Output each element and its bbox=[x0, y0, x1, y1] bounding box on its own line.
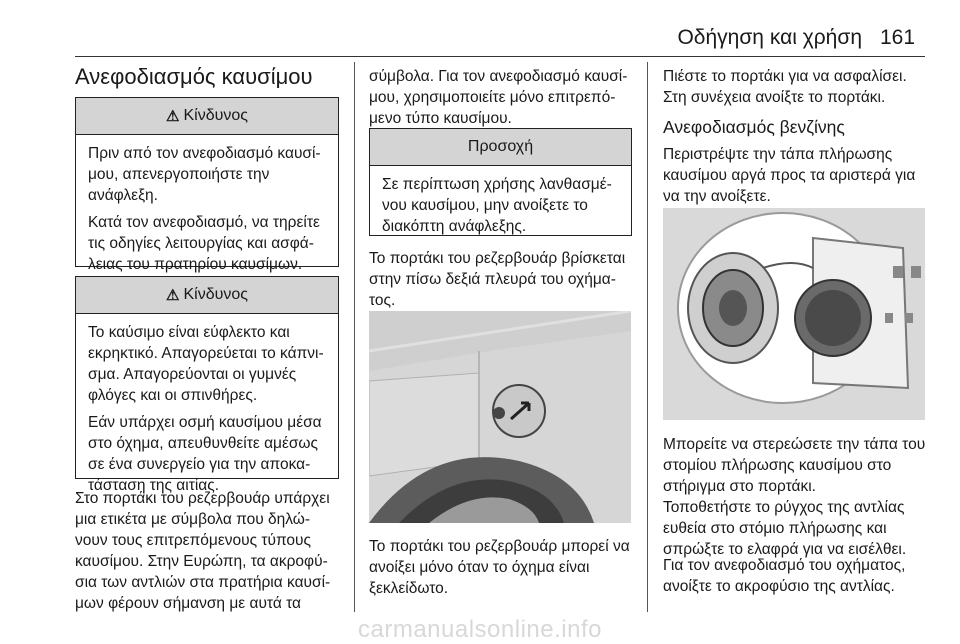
danger-box-2-para-1: Το καύσιμο είναι εύφλεκτο και εκρηκτικό. Απαγορεύεται το κάπνι- σμα. Απαγορεύονται οι γυμνές φλόγες και οι σπινθήρες. bbox=[88, 324, 324, 404]
col3-paragraph-2: Περιστρέψτε την τάπα πλήρωσης καυσίμου αργά προς τα αριστερά για να την ανοίξετε. bbox=[663, 146, 916, 205]
col3-paragraph-1: Πιέστε το πορτάκι για να ασφαλίσει. Στη συνέχεια ανοίξτε το πορτάκι. bbox=[663, 68, 907, 106]
col1-paragraph: Στο πορτάκι του ρεζερβουάρ υπάρχει μια ετικέτα με σύμβολα που δηλώ- νουν τους επιτρεπόμενους τύπους καυσίμου. Στην Ευρώπη, τα ακροφύ- σια των αντλιών στα πρατήρια καυσί- μων φέρουν σήμανση με αυτά τα bbox=[75, 490, 331, 612]
col3-paragraph-3: Μπορείτε να στερεώσετε την τάπα του στομίου πλήρωσης καυσίμου στο στήριγμα στο πορτάκι. bbox=[663, 436, 926, 495]
footer-watermark: carmanualsonline.info bbox=[358, 616, 602, 643]
col2-paragraph-2: Το πορτάκι του ρεζερβουάρ βρίσκεται στην πίσω δεξιά πλευρά του οχήμα- τος. bbox=[369, 250, 626, 309]
fuel-filler-cap-illustration bbox=[663, 208, 925, 420]
car-rear-side-drawing bbox=[369, 311, 631, 523]
danger-box-1 bbox=[75, 97, 339, 273]
danger-box-1-heading: Κίνδυνος bbox=[183, 107, 248, 124]
col2-paragraph-3: Το πορτάκι του ρεζερβουάρ μπορεί να ανοίξει μόνο όταν το όχημα είναι ξεκλείδωτο. bbox=[369, 538, 630, 597]
col3-subheading: Ανεφοδιασμός βενζίνης bbox=[663, 117, 845, 137]
danger-box-1-header bbox=[76, 98, 338, 135]
header-rule bbox=[75, 56, 925, 57]
warning-triangle-icon: ⚠ bbox=[166, 287, 180, 304]
page-number: 161 bbox=[880, 26, 916, 49]
column-divider-2 bbox=[647, 62, 648, 612]
fuel-cap-drawing bbox=[663, 208, 925, 420]
danger-box-2-heading: Κίνδυνος bbox=[183, 286, 248, 303]
caution-box-header bbox=[370, 129, 631, 166]
caution-box-heading: Προσοχή bbox=[467, 138, 534, 155]
fuel-door-car-illustration bbox=[369, 311, 631, 523]
danger-box-1-para-1: Πριν από τον ανεφοδιασμό καυσί- μου, απενεργοποιήστε την ανάφλεξη. bbox=[88, 145, 321, 204]
danger-box-1-para-2: Κατά τον ανεφοδιασμό, να τηρείτε τις οδηγίες λειτουργίας και ασφά- λειας του πρατηρίου καυσίμων. bbox=[88, 214, 320, 273]
section-title: Ανεφοδιασμός καυσίμου bbox=[75, 64, 313, 89]
caution-box bbox=[369, 128, 632, 236]
danger-box-2-para-2: Εάν υπάρχει οσμή καυσίμου μέσα στο όχημα, απευθυνθείτε αμέσως σε ένα συνεργείο για την αποκα- τάσταση της αιτίας. bbox=[88, 414, 322, 494]
running-header-title: Οδήγηση και χρήση bbox=[677, 26, 862, 49]
col3-paragraph-4: Τοποθετήστε το ρύγχος της αντλίας ευθεία στο στόμιο πλήρωσης και σπρώξτε το ελαφρά για να εισέλθει. bbox=[663, 499, 907, 558]
column-divider-1 bbox=[354, 62, 355, 612]
caution-box-text: Σε περίπτωση χρήσης λανθασμέ- νου καυσίμου, μην ανοίξετε το διακόπτη ανάφλεξης. bbox=[382, 176, 612, 235]
col3-paragraph-5: Για τον ανεφοδιασμό του οχήματος, ανοίξτε το ακροφύσιο της αντλίας. bbox=[663, 557, 906, 595]
danger-box-2 bbox=[75, 276, 339, 494]
warning-triangle-icon: ⚠ bbox=[166, 108, 180, 125]
col2-paragraph-1: σύμβολα. Για τον ανεφοδιασμό καυσί- μου, χρησιμοποιείτε μόνο επιτρεπό- μενο τύπο καυσίμου. bbox=[369, 68, 628, 127]
danger-box-2-header bbox=[76, 277, 338, 314]
